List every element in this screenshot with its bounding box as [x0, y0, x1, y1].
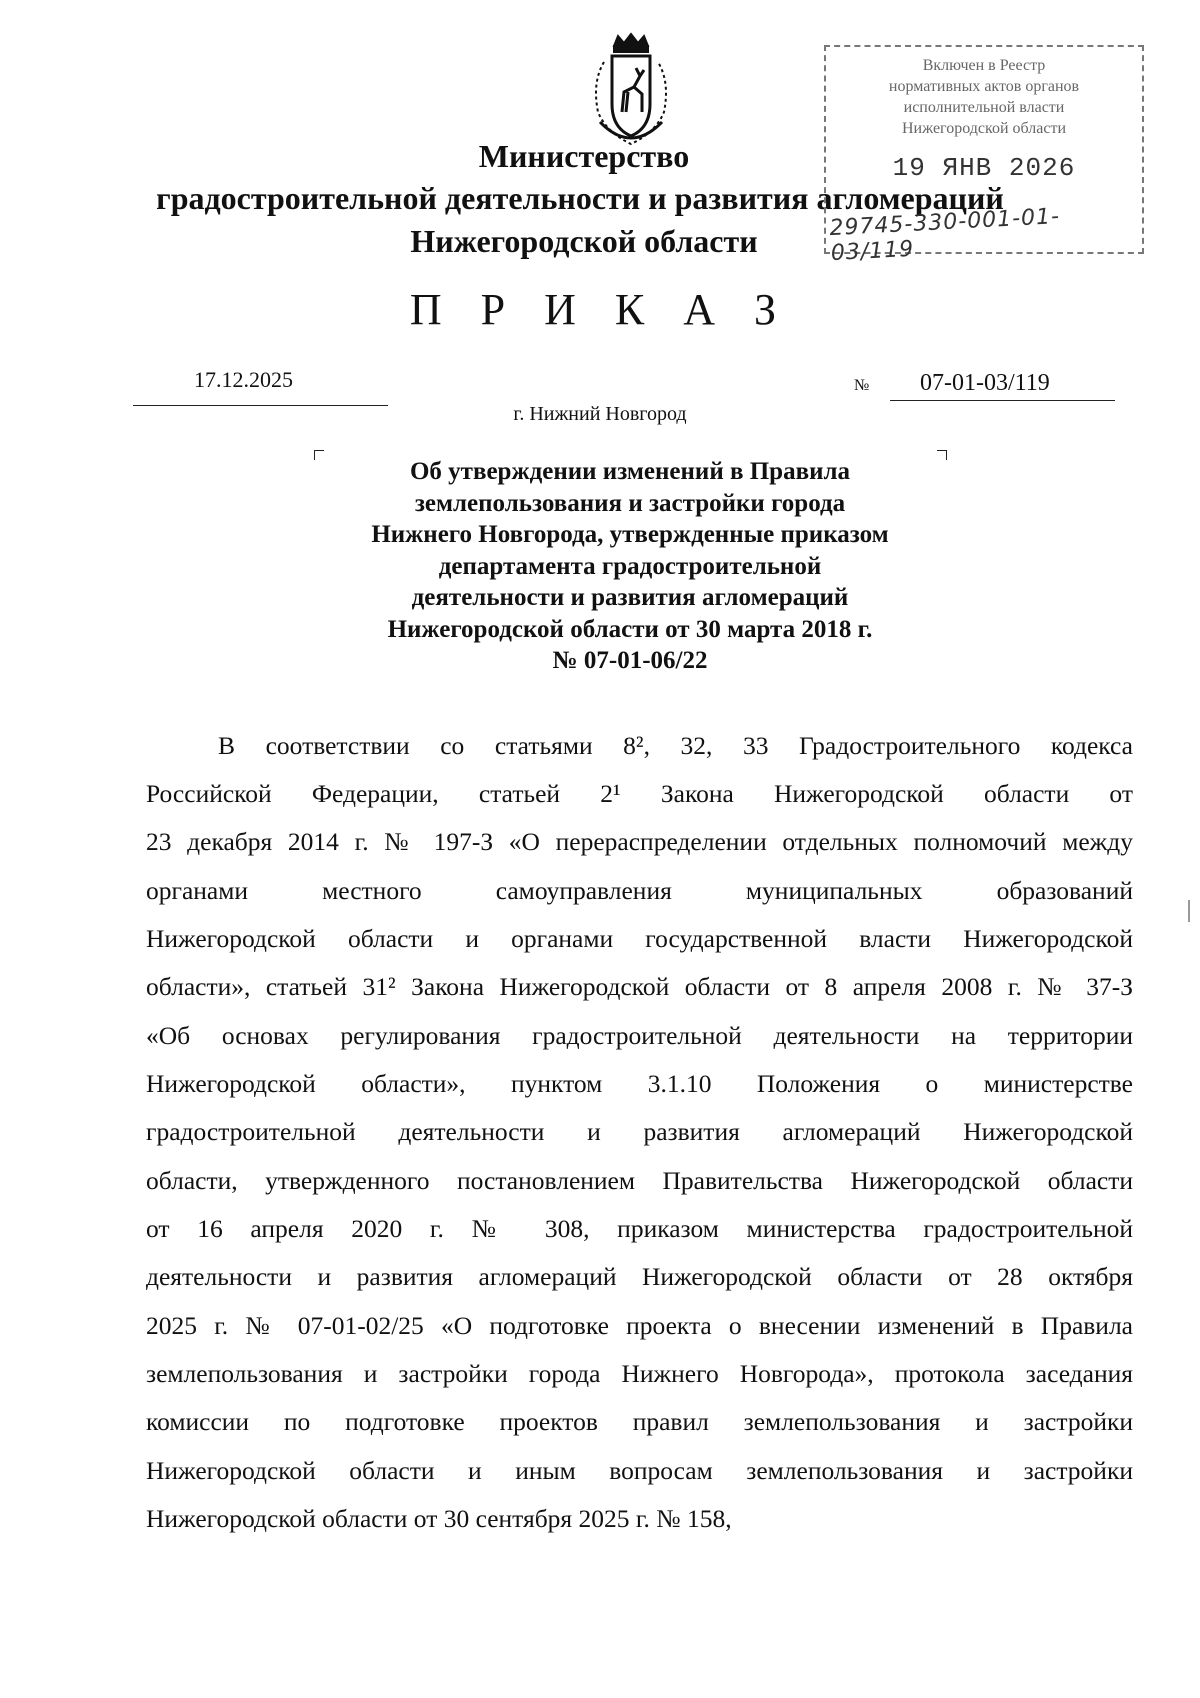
- coat-of-arms-emblem: [584, 32, 678, 150]
- body-line: В соответствии со статьями 8², 32, 33 Градостроительного кодекса: [218, 731, 1133, 760]
- title-line: землепользования и застройки города: [414, 489, 846, 517]
- body-line: Российской Федерации, статьей 2¹ Закона Нижегородской области от: [146, 779, 1133, 808]
- body-line: «Об основах регулирования градостроительной деятельности на территории: [146, 1021, 1133, 1050]
- body-line: Нижегородской области и органами государственной власти Нижегородской: [146, 924, 1133, 953]
- document-type-heading: П Р И К А З: [409, 285, 791, 334]
- body-line: 23 декабря 2014 г. № 197-З «О перераспределении отдельных полномочий между: [146, 827, 1133, 856]
- body-line: градостроительной деятельности и развития агломераций Нижегородской: [146, 1117, 1133, 1146]
- document-city: г. Нижний Новгород: [513, 403, 687, 425]
- stamp-line-3: исполнительной власти: [903, 99, 1065, 116]
- body-line: Нижегородской области», пунктом 3.1.10 Положения о министерстве: [146, 1069, 1133, 1098]
- number-label: №: [854, 377, 870, 394]
- body-line: области, утвержденного постановлением Правительства Нижегородской области: [146, 1166, 1133, 1195]
- ministry-name-line-1: Министерство: [478, 138, 690, 174]
- body-line: Нижегородской области и иным вопросам землепользования и застройки: [146, 1456, 1133, 1485]
- title-line: № 07-01-06/22: [552, 647, 708, 674]
- body-line: 2025 г. № 07-01-02/25 «О подготовке проекта о внесении изменений в Правила: [146, 1311, 1133, 1340]
- stamp-line-4: Нижегородской области: [901, 120, 1066, 137]
- body-line: землепользования и застройки города Нижнего Новгорода», протокола заседания: [146, 1359, 1133, 1388]
- stamp-handwritten-number: 29745-330-001-01-03/119: [828, 204, 1061, 267]
- coat-of-arms-icon: [584, 32, 678, 150]
- document-number: 07-01-03/119: [920, 370, 1050, 396]
- title-line: Нижегородской области от 30 марта 2018 г.: [387, 615, 873, 643]
- document-date: 17.12.2025: [194, 367, 293, 392]
- document-title: [300, 456, 960, 677]
- ministry-name-line-2: градостроительной деятельности и развития агломераций: [156, 180, 1004, 216]
- body-line: органами местного самоуправления муниципальных образований: [146, 876, 1133, 905]
- number-underline: [890, 400, 1115, 401]
- body-line: комиссии по подготовке проектов правил землепользования и застройки: [146, 1407, 1133, 1436]
- body-line: Нижегородской области от 30 сентября 2025 г. № 158,: [146, 1504, 732, 1533]
- stamp-line-1: Включен в Реестр: [922, 57, 1046, 74]
- body-line: деятельности и развития агломераций Нижегородской области от 28 октября: [146, 1262, 1133, 1291]
- ministry-name-line-3: Нижегородской области: [410, 223, 758, 259]
- title-line: Нижнего Новгорода, утвержденные приказом: [371, 521, 889, 548]
- scan-artifact-mark: [1188, 900, 1190, 922]
- body-line: от 16 апреля 2020 г. № 308, приказом министерства градостроительной: [146, 1214, 1133, 1243]
- body-line: области», статьей 31² Закона Нижегородской области от 8 апреля 2008 г. № 37-З: [146, 972, 1133, 1001]
- title-line: департамента градостроительной: [438, 552, 822, 580]
- stamp-line-2: нормативных актов органов: [888, 78, 1080, 95]
- title-line: Об утверждении изменений в Правила: [409, 458, 851, 485]
- stamp-date: 19 ЯНВ 2026: [892, 153, 1076, 183]
- title-line: деятельности и развития агломераций: [411, 584, 849, 611]
